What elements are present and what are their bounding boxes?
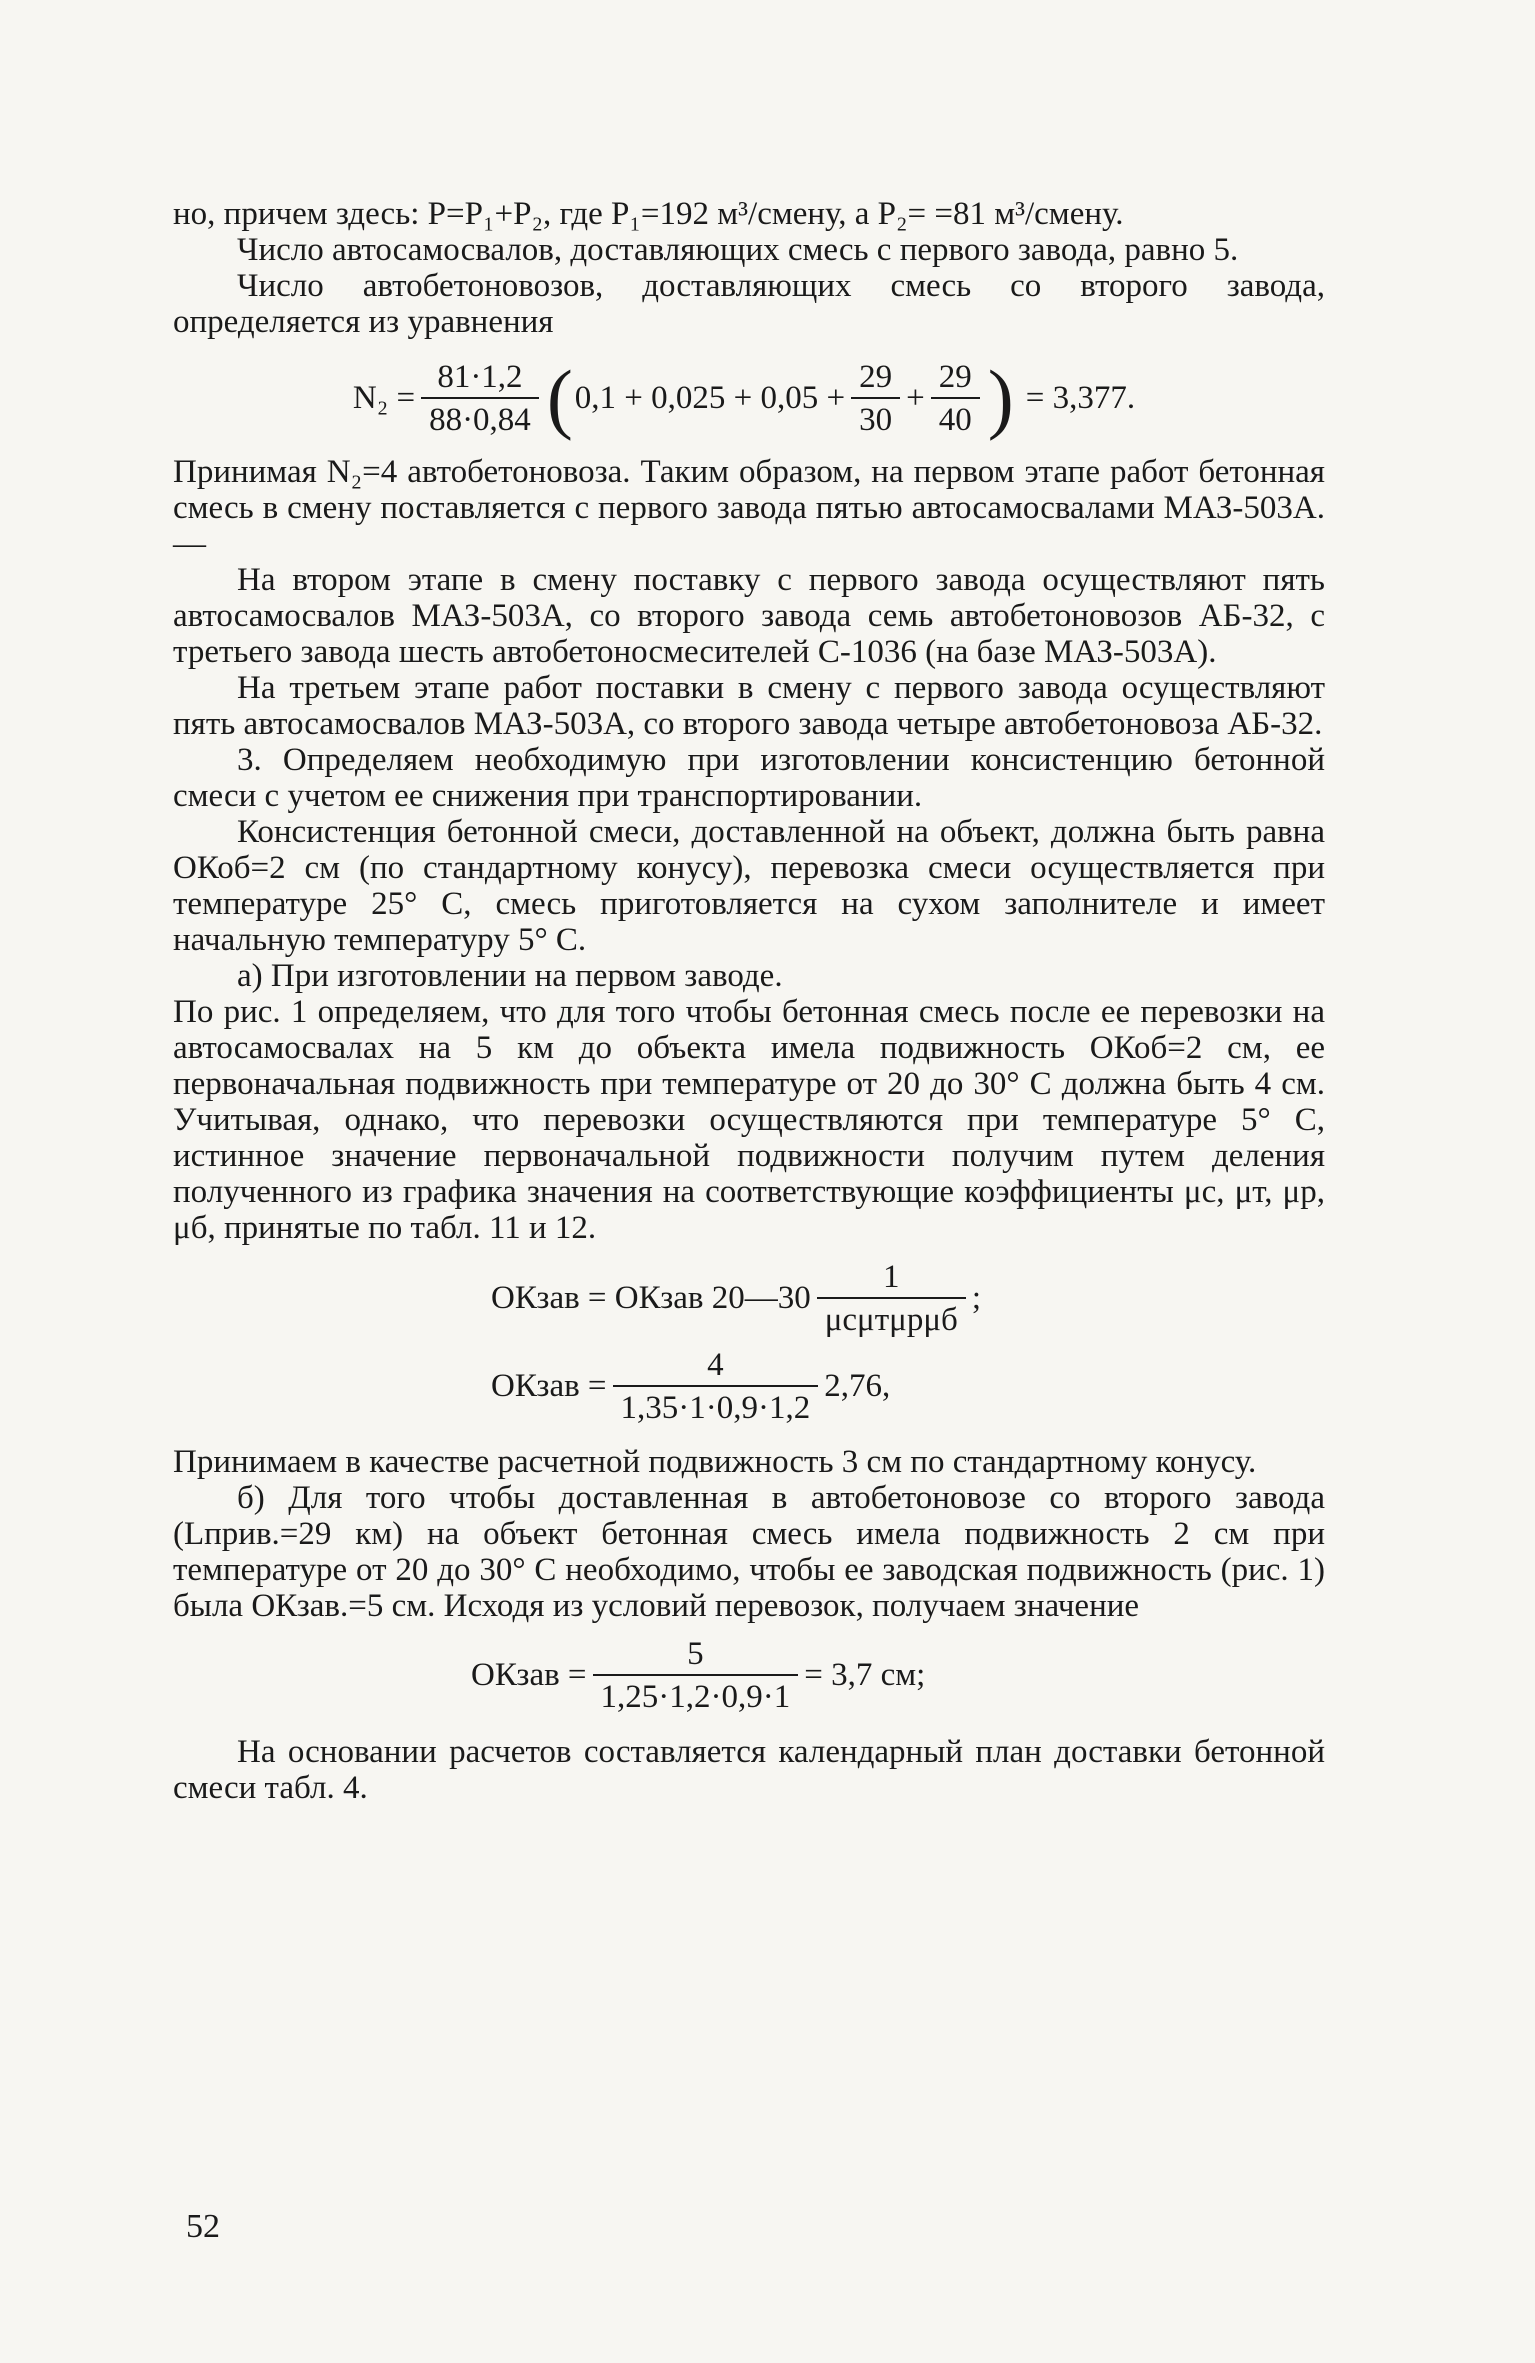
formula-ok-general-numerator: 1 (883, 1258, 900, 1295)
paragraph-7: 3. Определяем необходимую при изготовлении консистенцию бетонной смеси с учетом ее снижения при транспортировании. (173, 742, 1325, 814)
formula-ok-first-plant (173, 1342, 1325, 1430)
formula-n2-lhs: N₂ = (352, 380, 416, 416)
formula-ok-first-plant-numerator: 4 (707, 1346, 724, 1383)
paragraph-13: На основании расчетов составляется календарный план доставки бетонной смеси табл. 4. (173, 1734, 1325, 1806)
formula-ok-first-plant-fraction (613, 1348, 819, 1425)
paragraph-1: но, причем здесь: P=P₁+P₂, где P₁=192 м³/смену, а P₂= =81 м³/смену. (173, 196, 1124, 232)
formula-ok-first-plant-tail: 2,76, (824, 1368, 891, 1404)
formula-ok-general-denominator: μсμтμрμб (817, 1297, 966, 1337)
paragraph-9: а) При изготовлении на первом заводе. (237, 958, 783, 994)
paragraph-11: Принимаем в качестве расчетной подвижность 3 см по стандартному конусу. (173, 1444, 1257, 1480)
formula-ok-second-plant-tail: = 3,7 см; (804, 1657, 926, 1693)
paragraph-2: Число автосамосвалов, доставляющих смесь с первого завода, равно 5. (237, 232, 1239, 268)
formula-ok-general-tail: ; (971, 1280, 982, 1316)
formula-n2-fraction-3 (931, 360, 980, 437)
formula-ok-general-lhs: ОКзав = ОКзав 20—30 (491, 1280, 811, 1316)
formula-ok-second-plant-denominator: 1,25·1,2·0,9·1 (593, 1674, 799, 1714)
formula-n2-numerator: 81·1,2 (437, 358, 523, 395)
page-text (173, 196, 1325, 1806)
formula-ok-first-plant-lhs: ОКзав = (491, 1368, 607, 1404)
paragraph-6: На третьем этапе работ поставки в смену с первого завода осуществляют пять автосамосвалов МАЗ-503А, со второго завода четыре автобетоновоза АБ-32. (173, 670, 1325, 742)
formula-n2-terms: 0,1 + 0,025 + 0,05 + (574, 380, 846, 416)
formula-n2-close-paren: ) (987, 354, 1014, 441)
page-number: 52 (186, 2208, 220, 2245)
formula-n2-open-paren: ( (546, 354, 573, 441)
formula-n2-denominator: 88·0,84 (421, 397, 539, 437)
formula-n2-plus: + (906, 380, 925, 416)
formula-n2-fraction-3-denominator: 40 (931, 397, 980, 437)
paragraph-10: По рис. 1 определяем, что для того чтобы бетонная смесь после ее перевозки на автосамосвалах на 5 км до объекта имела подвижность ОКоб=2 см, ее первоначальная подвижность при температуре от 20 до 30° С должна быть 4 см. Учитывая, однако, что перевозки осуществляются при температуре 5° С, истинное значение первоначальной подвижности получим путем деления полученного из графика значения на соответствующие коэффициенты μс, μт, μр, μб, принятые по табл. 11 и 12. (173, 994, 1325, 1246)
paragraph-5: На втором этапе в смену поставку с первого завода осуществляют пять автосамосвалов МАЗ-503А, со второго завода семь автобетоновозов АБ-32, с третьего завода шесть автобетоносмесителей С-1036 (на базе МАЗ-503А). (173, 562, 1325, 670)
formula-ok-second-plant-lhs: ОКзав = (471, 1657, 587, 1693)
formula-ok-general (173, 1254, 1325, 1342)
formula-n2-fraction-2-numerator: 29 (859, 358, 893, 395)
formula-n2-result: = 3,377. (1025, 380, 1136, 416)
formula-n2-fraction-3-numerator: 29 (938, 358, 972, 395)
formula-ok-second-plant (173, 1630, 1325, 1720)
paragraph-8: Консистенция бетонной смеси, доставленной на объект, должна быть равна ОКоб=2 см (по стандартному конусу), перевозка смеси осуществляется при температуре 25° С, смесь приготовляется на сухом заполнителе и имеет начальную температуру 5° С. (173, 814, 1325, 958)
paragraph-12: б) Для того чтобы доставленная в автобетоновозе со второго завода (Lприв.=29 км) на объект бетонная смесь имела подвижность 2 см при температуре от 20 до 30° С необходимо, чтобы ее заводская подвижность (рис. 1) была ОКзав.=5 см. Исходя из условий перевозок, получаем значение (173, 1480, 1325, 1624)
formula-n2 (173, 342, 1325, 454)
formula-ok-first-plant-denominator: 1,35·1·0,9·1,2 (613, 1385, 819, 1425)
formula-n2-fraction (421, 360, 539, 437)
formula-ok-general-fraction (817, 1260, 966, 1337)
formula-ok-second-plant-numerator: 5 (687, 1635, 704, 1672)
formula-n2-fraction-2-denominator: 30 (851, 397, 900, 437)
paragraph-4: Принимая N₂=4 автобетоновоза. Таким образом, на первом этапе работ бетонная смесь в смену поставляется с первого завода пятью автосамосвалами МАЗ-503А. — (173, 454, 1325, 562)
paragraph-3: Число автобетоновозов, доставляющих смесь со второго завода, определяется из уравнения (173, 268, 1325, 340)
formula-n2-fraction-2 (851, 360, 900, 437)
formula-ok-second-plant-fraction (593, 1637, 799, 1714)
